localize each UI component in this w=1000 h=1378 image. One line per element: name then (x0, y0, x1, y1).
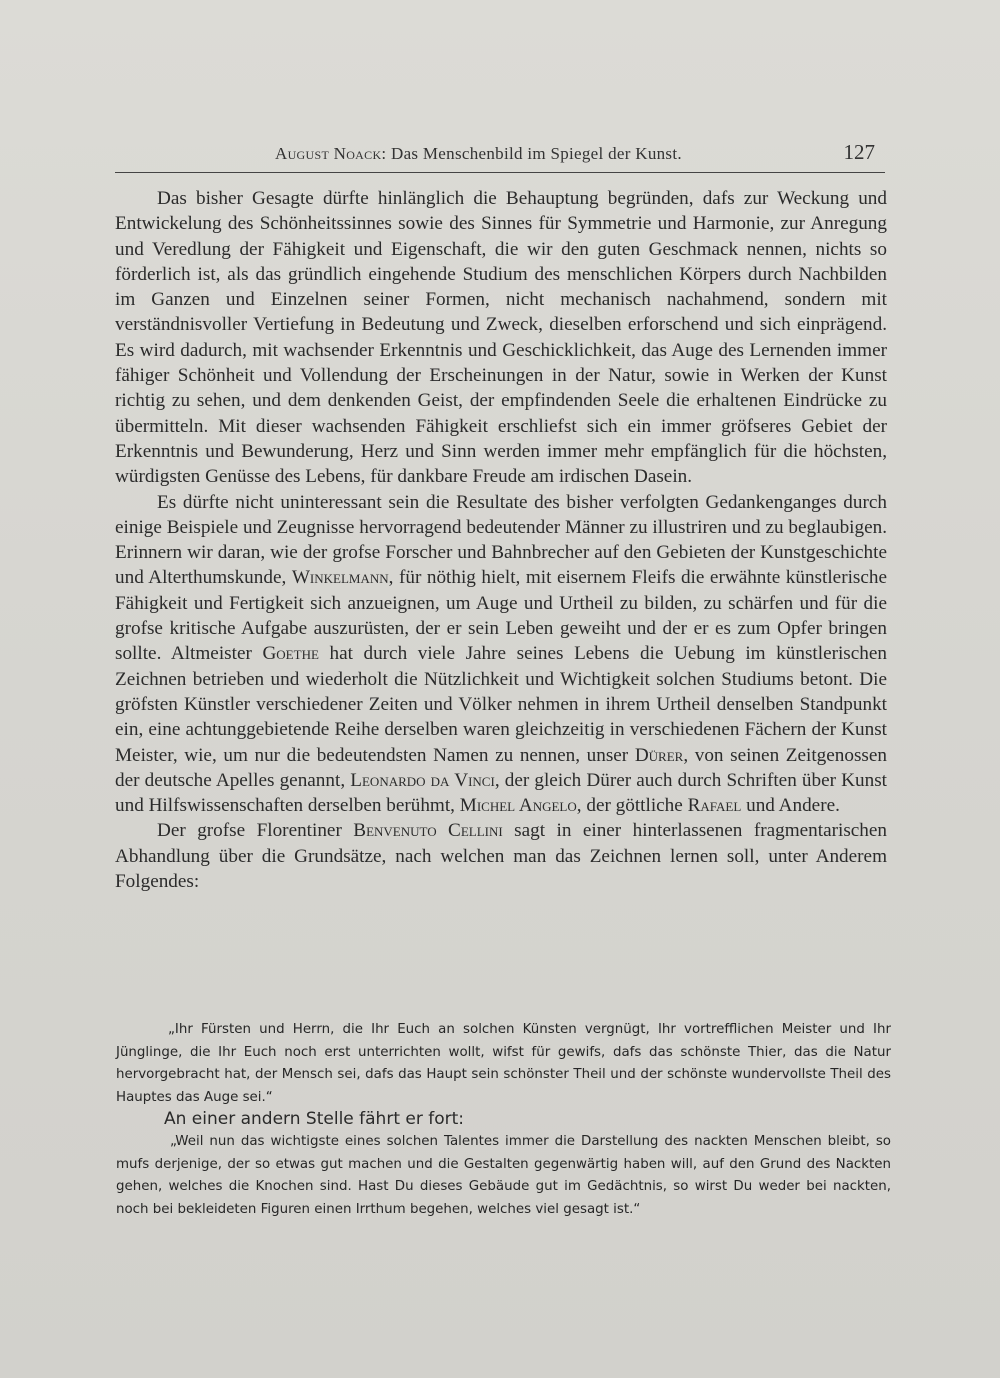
header-author: August Noack: (275, 144, 387, 163)
cellini-quote-1: „Ihr Fürsten und Herrn, die Ihr Euch an solchen Künsten vergnügt, Ihr vortrefflichen Meister und Ihr Jünglinge, die Ihr Euch noch erst unterrichten wollt, wifst für gewifs, dafs das schönste Thier, das die Natur hervorgebracht hat, der Mensch sei, dafs das Haupt sein schönster Theil und der schönste wundervollste Theil des Hauptes das Auge sei.“ (116, 1022, 891, 1105)
paragraph-1: Das bisher Gesagte dürfte hinlänglich die Behauptung begründen, dafs zur Weckung und Entwickelung des Schönheitssinnes sowie des Sinnes für Symmetrie und Harmonie, zur Anregung und Veredlung der Fähigkeit und Eigenschaft, die wir den guten Geschmack nennen, nichts so förderlich ist, als das gründlich eingehende Studium des menschlichen Körpers durch Nachbilden im Ganzen und Einzelnen seiner Formen, nicht mechanisch nachahmend, sondern mit verständnisvoller Vertiefung in Bedeutung und Zweck, dieselben erforschend und sich einprägend. Es wird dadurch, mit wachsender Erkenntnis und Geschicklichkeit, das Auge des Lernenden immer fähiger Schönheit und Vollendung der Erscheinungen in der Natur, sowie in Werken der Kunst richtig zu sehen, und dem denkenden Geist, der empfindenden Seele die erhaltenen Eindrücke zu übermitteln. Mit dieser wachsenden Fähigkeit erschliefst sich ein immer gröfseres Gebiet der Erkenntnis und Bewunderung, Herz und Sinn werden immer mehr empfänglich für die höchsten, würdigsten Genüsse des Lebens, für dankbare Freude am irdischen Dasein. (115, 188, 887, 488)
header-title: Das Menschenbild im Spiegel der Kunst. (391, 144, 682, 163)
name-cellini: Benvenuto Cellini (353, 820, 503, 842)
p2-text-2: , für nöthig hielt, mit eisernem Fleifs die erwähnte künstlerische Fähigkeit und Fertigkeit sich anzueignen, um Auge und Urtheil zu bilden, zu schärfen und für die grofse kritische Aufgabe auszurüsten, der er sein Leben geweiht und der er es zum Opfer bringen sollte. Altmeister (115, 567, 888, 665)
p2-text-5: , der gleich Dürer auch durch Schriften über Kunst und Hilfswissenschaften derselben berühmt, (115, 769, 887, 817)
name-winkelmann: Winkelmann (291, 567, 389, 589)
page-header (115, 140, 885, 172)
name-rafael: Rafael (687, 795, 742, 817)
header-rule (115, 172, 885, 173)
p2-text-3: hat durch viele Jahre seines Lebens die Uebung im künstlerischen Zeichnen betrieben und wiederholt die Nützlichkeit und Wichtigkeit solchen Studiums betont. Die gröfsten Künstler verschiedener Zeiten und Völker nehmen in ihrem Urtheil denselben Standpunkt ein, eine achtunggebietende Reihe derselben waren gleichzeitig in verschiedenen Fächern der Kunst Meister, wie, um nur die bedeutendsten Namen zu nennen, unser (115, 643, 887, 766)
cellini-quote-2: „Weil nun das wichtigste eines solchen Talentes immer die Darstellung des nackten Menschen bleibt, so mufs derjenige, der so etwas gut machen und die Gestalten gegenwärtig haben will, auf den Grund des Nackten gehen, welches die Knochen sind. Hast Du dieses Gebäude gut im Gedächtnis, so wirst Du weder bei nackten, noch bei bekleideten Figuren einen Irrthum begehen, welches viel gesagt ist.“ (116, 1134, 891, 1217)
page-number: 127 (843, 140, 875, 164)
p2-text-4: , von seinen Zeitgenossen der deutsche Apelles genannt, (115, 744, 888, 791)
p3-text-2: sagt in einer hinterlassenen fragmentarischen Abhandlung über die Grundsätze, nach welchen man das Zeichnen lernen soll, unter Anderem Folgendes: (115, 820, 888, 893)
name-leonardo: Leonardo da Vinci (350, 769, 495, 791)
p2-text-7: und Andere. (746, 795, 840, 817)
running-title (275, 144, 682, 164)
p3-text-1: Der grofse Florentiner (157, 820, 342, 842)
name-michelangelo: Michel Angelo (459, 795, 577, 817)
main-text (115, 186, 887, 894)
p2-text-6: , der göttliche (576, 795, 683, 817)
quote-intro: An einer andern Stelle fährt er fort: (164, 1109, 465, 1129)
p2-text-1: Es dürfte nicht uninteressant sein die Resultate des bisher verfolgten Gedankenganges durch einige Beispiele und Zeugnisse hervorragend bedeutender Männer zu illustriren und zu beglaubigen. Erinnern wir daran, wie der grofse Forscher und Bahnbrecher auf den Gebieten der Kunstgeschichte und Alterthumskunde, (115, 491, 887, 589)
name-duerer: Dürer (634, 744, 684, 766)
name-goethe: Goethe (262, 643, 319, 665)
paragraph-2 (115, 490, 887, 819)
paragraph-3 (115, 818, 887, 894)
